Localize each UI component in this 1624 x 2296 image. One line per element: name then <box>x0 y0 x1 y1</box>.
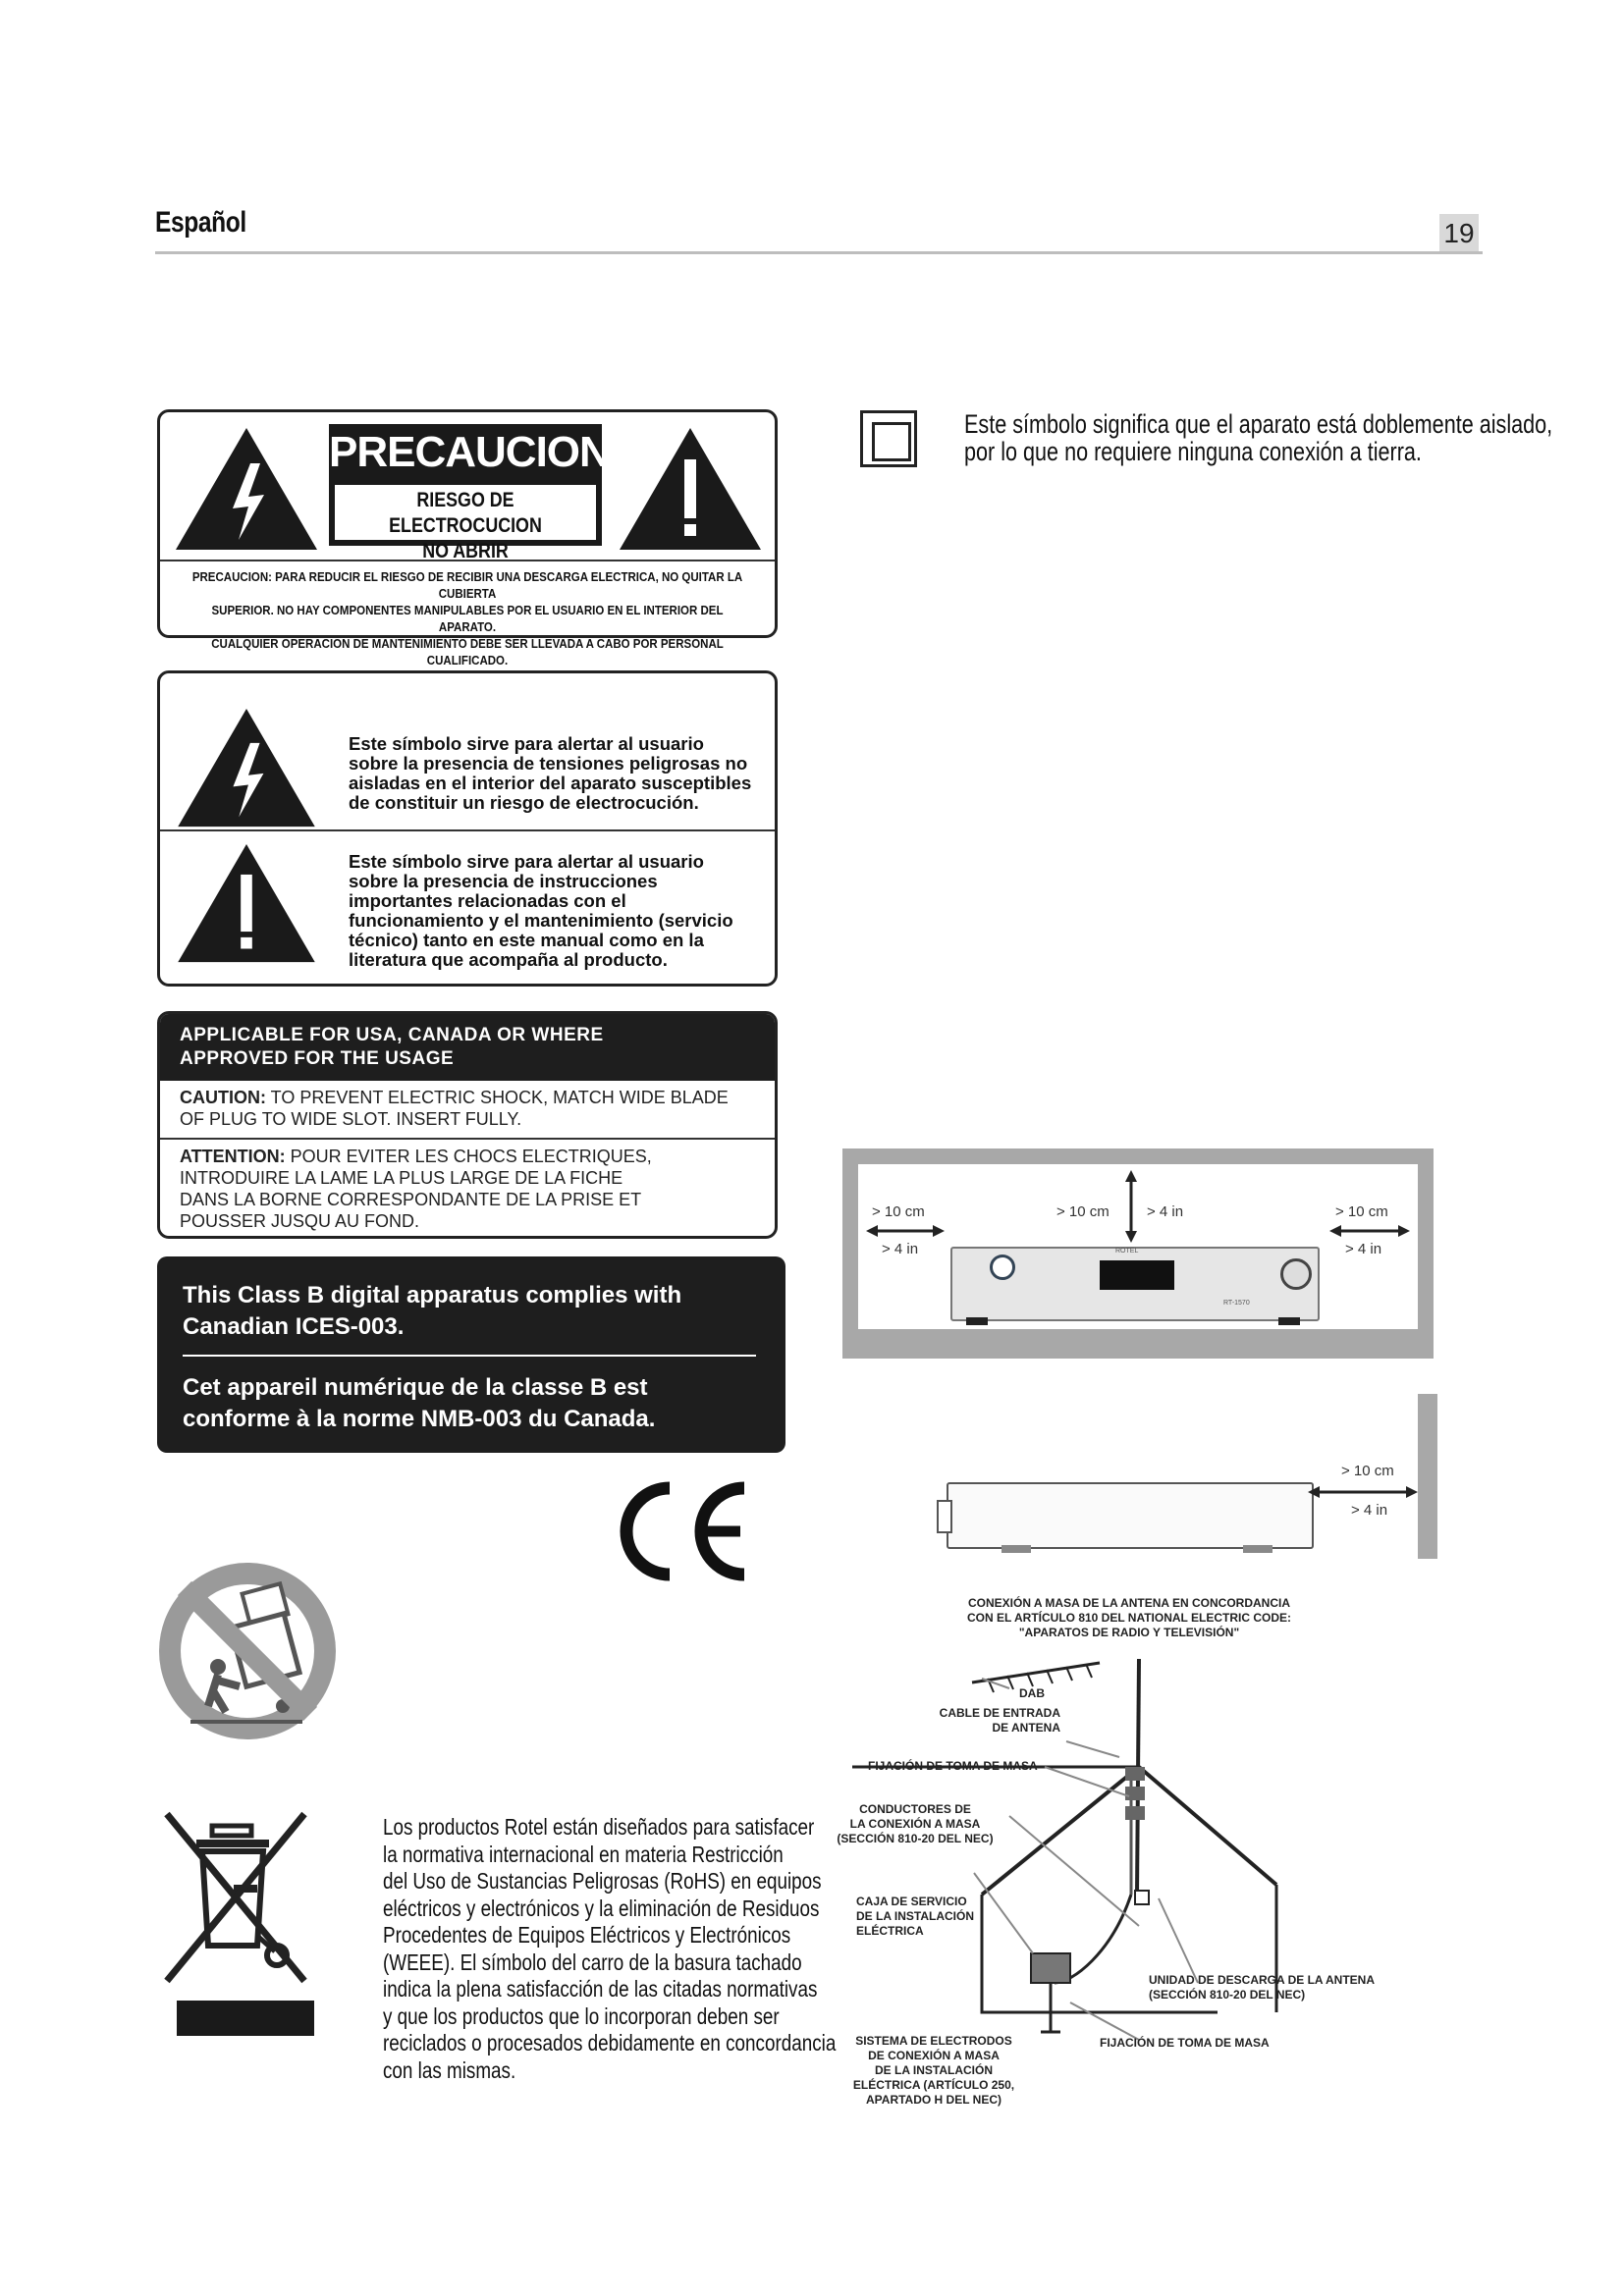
precaucion-title: PRECAUCION <box>329 428 610 476</box>
desc-line: importantes relacionadas con el <box>349 890 626 911</box>
ground-clamp-label-bottom: FIJACIÓN DE TOMA DE MASA <box>1100 2036 1270 2050</box>
cond-line: (SECCIÓN 810-20 DEL NEC) <box>837 1832 994 1845</box>
rohs-line: (WEEE). El símbolo del carro de la basura tachado <box>383 1949 802 1975</box>
grounding-title-line: "APARATOS DE RADIO Y TELEVISIÓN" <box>1018 1626 1240 1639</box>
model-label: RT-1570 <box>1223 1300 1250 1307</box>
double-insulation-text <box>964 410 1552 465</box>
ices-compliance-box <box>157 1256 785 1453</box>
warning-line: SUPERIOR. NO HAY COMPONENTES MANIPULABLES POR EL USUARIO EN EL INTERIOR DEL APARATO. <box>211 604 724 634</box>
right-clearance-in: > 4 in <box>1345 1241 1382 1257</box>
plug-notice-header <box>160 1014 775 1081</box>
grounding-title-line: CON EL ARTÍCULO 810 DEL NATIONAL ELECTRIC CODE: <box>966 1611 1292 1625</box>
side-foot-left <box>1001 1545 1031 1553</box>
service-box-label <box>856 1895 974 1939</box>
attention-line: POUSSER JUSQU AU FOND. <box>180 1211 420 1231</box>
rohs-line: Los productos Rotel están diseñados para satisfacer <box>383 1814 815 1840</box>
ices-line: Cet appareil numérique de la classe B est <box>183 1374 648 1401</box>
discharge-unit-label <box>1149 1973 1375 2002</box>
grounding-conductors-label <box>827 1802 1003 1846</box>
warning-line: CUALQUIER OPERACION DE MANTENIMIENTO DEBE SER LLEVADA A CABO POR PERSONAL CUALIFICADO. <box>211 637 724 667</box>
desc-line: sobre la presencia de tensiones peligrosas no <box>349 753 748 774</box>
caution-warning-text <box>185 569 750 669</box>
brand-label: ROTEL <box>1115 1248 1139 1255</box>
insulation-line: Este símbolo significa que el aparato está doblemente aislado, <box>964 409 1553 439</box>
attention-line: DANS LA BORNE CORRESPONDANTE DE LA PRISE ET <box>180 1190 642 1209</box>
weee-black-bar <box>177 2001 314 2036</box>
section-language-label: Español <box>155 206 246 239</box>
desc-line: aisladas en el interior del aparato susceptibles <box>349 773 752 793</box>
precaucion-panel <box>329 424 610 562</box>
lightning-warning-icon <box>174 426 319 552</box>
lead-line: DE ANTENA <box>992 1721 1060 1735</box>
rear-clearance-arrow <box>1306 1482 1420 1502</box>
discharge-line: UNIDAD DE DESCARGA DE LA ANTENA <box>1149 1973 1376 1987</box>
right-clearance-cm: > 10 cm <box>1335 1203 1388 1220</box>
foot-right <box>1278 1317 1300 1325</box>
side-foot-right <box>1243 1545 1272 1553</box>
double-insulation-icon <box>860 410 917 467</box>
plug-notice-box <box>157 1011 778 1239</box>
ices-line: conforme à la norme NMB-003 du Canada. <box>183 1406 656 1432</box>
symbols-divider <box>160 829 775 831</box>
clearance-front-diagram <box>842 1148 1434 1359</box>
rohs-line: Procedentes de Equipos Eléctricos y Electrónicos <box>383 1922 791 1948</box>
exclamation-warning-icon <box>176 842 317 964</box>
desc-line: Este símbolo sirve para alertar al usuario <box>349 733 704 754</box>
rohs-line: del Uso de Sustancias Peligrosas (RoHS) en equipos <box>383 1868 822 1894</box>
caution-label: CAUTION: <box>180 1088 266 1107</box>
service-line: ELÉCTRICA <box>856 1924 924 1938</box>
dab-label: DAB <box>1019 1686 1045 1700</box>
subtitle-line: NO ABRIR <box>422 540 509 562</box>
grounding-title <box>854 1596 1404 1640</box>
attention-label: ATTENTION: <box>180 1147 286 1166</box>
electrode-line: DE LA INSTALACIÓN <box>875 2063 993 2077</box>
desc-line: Este símbolo sirve para alertar al usuario <box>349 851 704 872</box>
desc-line: técnico) tanto en este manual como en la <box>349 930 704 950</box>
display-panel <box>1100 1260 1174 1290</box>
service-line: CAJA DE SERVICIO <box>856 1895 967 1908</box>
caution-label-box <box>157 409 778 667</box>
caution-english <box>160 1081 775 1140</box>
rohs-line: reciclados o procesados debidamente en concordancia <box>383 2030 837 2056</box>
caution-divider <box>160 560 775 561</box>
attention-line: INTRODUIRE LA LAME LA PLUS LARGE DE LA FICHE <box>180 1168 623 1188</box>
ce-mark-text: CE <box>605 1480 607 1481</box>
header-line: APPROVED FOR THE USAGE <box>180 1048 455 1069</box>
ce-mark-icon <box>605 1480 752 1582</box>
caution-line: TO PREVENT ELECTRIC SHOCK, MATCH WIDE BLADE <box>266 1088 729 1107</box>
electrode-system-label <box>840 2034 1027 2108</box>
volume-knob-icon <box>1280 1258 1312 1290</box>
electrode-line: DE CONEXIÓN A MASA <box>868 2049 1000 2062</box>
electrode-line: APARTADO H DEL NEC) <box>866 2093 1001 2107</box>
rohs-line: eléctricos y electrónicos y la eliminación de Residuos <box>383 1895 820 1921</box>
rear-clearance-in: > 4 in <box>1351 1502 1388 1519</box>
cond-line: CONDUCTORES DE <box>859 1802 971 1816</box>
electrode-line: ELÉCTRICA (ARTÍCULO 250, <box>852 2078 1015 2092</box>
receiver-front-panel <box>950 1247 1320 1321</box>
rear-clearance-cm: > 10 cm <box>1341 1463 1394 1479</box>
rohs-line: la normativa internacional en materia Restricción <box>383 1841 784 1867</box>
attention-line: POUR EVITER LES CHOCS ELECTRIQUES, <box>285 1147 652 1166</box>
symbols-explanation-box <box>157 670 778 987</box>
desc-line: sobre la presencia de instrucciones <box>349 871 658 891</box>
rohs-line: indica la plena satisfacción de las citadas normativas <box>383 1976 818 2002</box>
power-knob-icon <box>990 1255 1015 1280</box>
lightning-symbol-description <box>349 734 751 813</box>
lead-line: CABLE DE ENTRADA <box>939 1706 1060 1720</box>
exclamation-symbol-description <box>349 852 733 970</box>
precaucion-subtitle-panel <box>335 485 596 562</box>
foot-left <box>966 1317 988 1325</box>
left-clearance-in: > 4 in <box>882 1241 919 1257</box>
desc-line: de constituir un riesgo de electrocución. <box>349 792 699 813</box>
ices-divider <box>183 1355 756 1357</box>
header-line: APPLICABLE FOR USA, CANADA OR WHERE <box>180 1025 604 1045</box>
desc-line: funcionamiento y el mantenimiento (servicio <box>349 910 733 931</box>
discharge-line: (SECCIÓN 810-20 DEL NEC) <box>1149 1988 1306 2002</box>
ices-line: Canadian ICES-003. <box>183 1313 405 1340</box>
warning-line: PRECAUCION: PARA REDUCIR EL RIESGO DE RECIBIR UNA DESCARGA ELECTRICA, NO QUITAR LA CUBIERTA <box>191 570 743 601</box>
cart-tipover-warning-icon <box>155 1559 340 1743</box>
left-clearance-cm: > 10 cm <box>872 1203 925 1220</box>
insulation-line: por lo que no requiere ninguna conexión a tierra. <box>964 437 1422 466</box>
page-number: 19 <box>1439 214 1479 251</box>
ices-english <box>183 1280 681 1343</box>
subtitle-line: RIESGO DE ELECTROCUCION <box>389 489 542 537</box>
desc-line: literatura que acompaña al producto. <box>349 949 668 970</box>
rohs-line: y que los productos que lo incorporan deben ser <box>383 2002 780 2029</box>
ices-line: This Class B digital apparatus complies with <box>183 1282 682 1308</box>
lead-in-label <box>923 1706 1060 1735</box>
header-rule <box>155 251 1483 254</box>
rohs-weee-paragraph <box>383 1814 837 2084</box>
side-knob <box>937 1500 952 1533</box>
cond-line: LA CONEXIÓN A MASA <box>849 1817 981 1831</box>
ground-clamp-label-top: FIJACIÓN DE TOMA DE MASA <box>868 1759 1038 1773</box>
weee-crossed-bin-icon <box>157 1808 314 1985</box>
electrode-line: SISTEMA DE ELECTRODOS <box>855 2034 1012 2048</box>
service-line: DE LA INSTALACIÓN <box>856 1909 974 1923</box>
top-clearance-cm: > 10 cm <box>1056 1203 1110 1220</box>
ices-french <box>183 1372 655 1435</box>
precaucion-subtitle <box>354 485 576 564</box>
attention-french <box>160 1140 775 1238</box>
grounding-title-line: CONEXIÓN A MASA DE LA ANTENA EN CONCORDANCIA <box>967 1596 1290 1610</box>
rohs-line: con las mismas. <box>383 2056 516 2083</box>
exclamation-warning-icon <box>618 426 763 552</box>
lightning-warning-icon <box>176 707 317 828</box>
top-clearance-in: > 4 in <box>1147 1203 1184 1220</box>
caution-line: OF PLUG TO WIDE SLOT. INSERT FULLY. <box>180 1109 522 1129</box>
receiver-side-view <box>947 1482 1314 1549</box>
rear-wall <box>1418 1394 1437 1559</box>
